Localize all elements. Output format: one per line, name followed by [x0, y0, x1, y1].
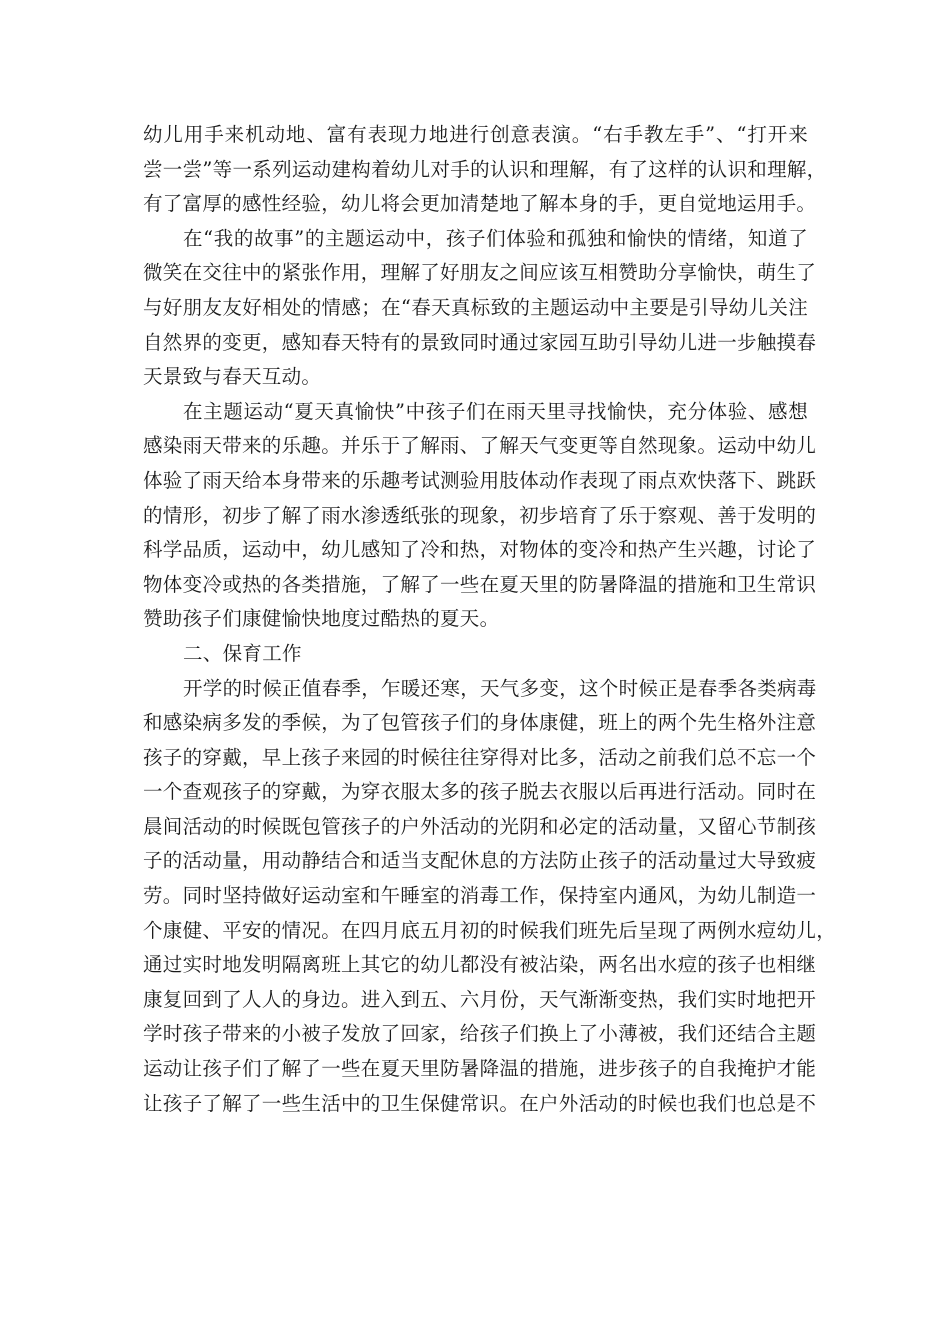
text-line: 体验了雨天给本身带来的乐趣考试测验用肢体动作表现了雨点欢快落下、跳跃 [143, 468, 817, 492]
text-line: 个康健、平安的情况。在四月底五月初的时候我们班先后呈现了两例水痘幼儿， [143, 918, 837, 942]
text-line: 学时孩子带来的小被子发放了回家，给孩子们换上了小薄被，我们还结合主题 [143, 1022, 817, 1046]
text-line: 的情形，初步了解了雨水渗透纸张的现象，初步培育了乐于察观、善于发明的 [143, 503, 817, 527]
text-line: 让孩子了解了一些生活中的卫生保健常识。在户外活动的时候也我们也总是不 [143, 1091, 817, 1115]
text-line: 开学的时候正值春季，乍暖还寒，天气多变，这个时候正是春季各类病毒 [183, 676, 817, 700]
text-line: 有了富厚的感性经验，幼儿将会更加清楚地了解本身的手，更自觉地运用手。 [143, 192, 817, 216]
text-line: 天景致与春天互动。 [143, 365, 322, 389]
text-line: 自然界的变更，感知春天特有的景致同时通过家园互助引导幼儿进一步触摸春 [143, 330, 817, 354]
text-line: 二、保育工作 [183, 641, 302, 665]
text-line: 科学品质，运动中，幼儿感知了冷和热，对物体的变冷和热产生兴趣，讨论了 [143, 538, 817, 562]
text-line: 运动让孩子们了解了一些在夏天里防暑降温的措施，进步孩子的自我掩护才能 [143, 1057, 817, 1081]
text-line: 物体变冷或热的各类措施，了解了一些在夏天里的防暑降温的措施和卫生常识 [143, 572, 817, 596]
text-line: 和感染病多发的季候，为了包管孩子们的身体康健，班上的两个先生格外注意 [143, 711, 817, 735]
text-line: 感染雨天带来的乐趣。并乐于了解雨、了解天气变更等自然现象。运动中幼儿 [143, 434, 817, 458]
text-line: 晨间活动的时候既包管孩子的户外活动的光阴和必定的活动量，又留心节制孩 [143, 814, 817, 838]
text-line: 子的活动量，用动静结合和适当支配休息的方法防止孩子的活动量过大导致疲 [143, 849, 817, 873]
document-body [143, 118, 837, 1121]
text-line: 尝一尝”等一系列运动建构着幼儿对手的认识和理解，有了这样的认识和理解， [143, 157, 827, 181]
text-line: 在主题运动“夏天真愉快”中孩子们在雨天里寻找愉快，充分体验、感想 [183, 399, 808, 423]
text-line: 孩子的穿戴，早上孩子来园的时候往往穿得对比多，活动之前我们总不忘一个 [143, 745, 817, 769]
text-line: 在“我的故事”的主题运动中，孩子们体验和孤独和愉快的情绪，知道了 [183, 226, 808, 250]
text-line: 通过实时地发明隔离班上其它的幼儿都没有被沾染，两名出水痘的孩子也相继 [143, 953, 817, 977]
text-line: 劳。同时坚持做好运动室和午睡室的消毒工作，保持室内通风，为幼儿制造一 [143, 884, 817, 908]
text-line: 一个查观孩子的穿戴，为穿衣服太多的孩子脱去衣服以后再进行活动。同时在 [143, 780, 817, 804]
text-line: 与好朋友友好相处的情感；在“春天真标致的主题运动中主要是引导幼儿关注 [143, 295, 808, 319]
text-line: 赞助孩子们康健愉快地度过酷热的夏天。 [143, 607, 500, 631]
text-line: 康复回到了人人的身边。进入到五、六月份，天气渐渐变热，我们实时地把开 [143, 987, 817, 1011]
text-line: 微笑在交往中的紧张作用，理解了好朋友之间应该互相赞助分享愉快，萌生了 [143, 261, 817, 285]
text-line: 幼儿用手来机动地、富有表现力地进行创意表演。“右手教左手”、“打开来 [143, 123, 808, 146]
